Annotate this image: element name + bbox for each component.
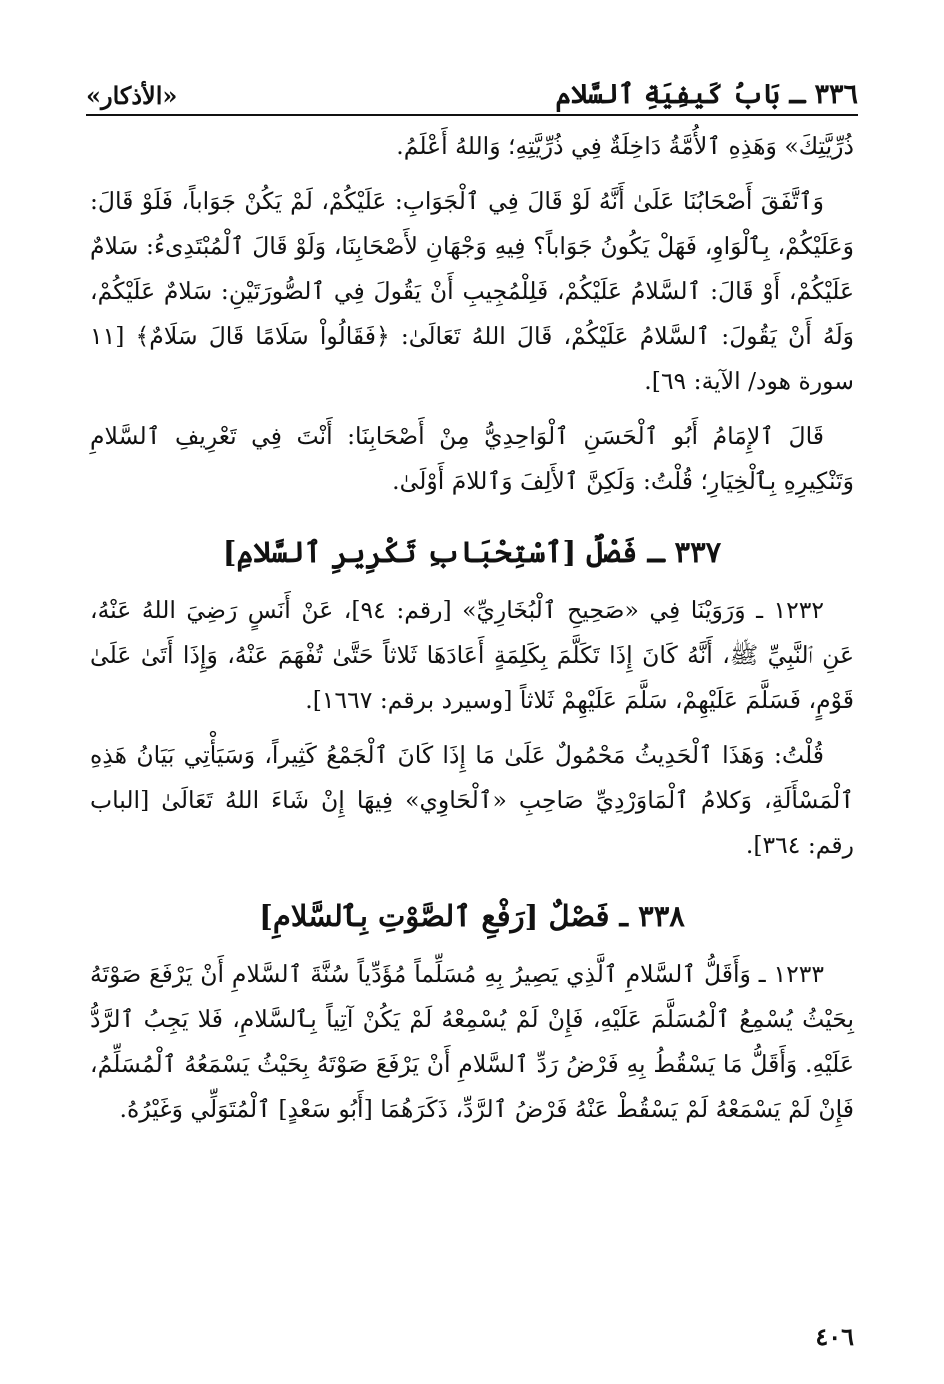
paragraph-wahidi: قَالَ ٱلإِمَامُ أَبُو ٱلْحَسَنِ ٱلْوَاحِدِيُّ مِنْ أَصْحَابِنَا: أَنْتَ فِي تَعْرِيفِ ٱلسَّلامِ وَتَنْكِيرِهِ بِٱلْخِيَارِ؛ قُلْتُ: وَلَكِنَّ ٱلأَلِفَ وَٱللامَ أَوْلَىٰ. bbox=[90, 422, 854, 495]
paragraph-commentary: قُلْتُ: وَهَذَا ٱلْحَدِيثُ مَحْمُولٌ عَلَىٰ مَا إِذَا كَانَ ٱلْجَمْعُ كَثِيراً، وَسَيَأْتِي بَيَانُ هَذِهِ ٱلْمَسْأَلَةِ، وَكلامُ ٱلْمَاوَرْدِيِّ صَاحِبِ «ٱلْحَاوِي» فِيهَا إِنْ شَاءَ اللهُ تَعَالَىٰ [الباب رقم: ٣٦٤]. bbox=[90, 741, 854, 859]
book-title: «الأذكار» bbox=[86, 81, 178, 110]
chapter-title: ٣٣٦ ـ بَابُ كَيفِيَةِ ٱلسَّلام bbox=[555, 79, 858, 110]
header-divider bbox=[86, 114, 858, 116]
paragraph-continuation: ذُرِّيَّتِكَ» وَهَذِهِ ٱلأُمَّةُ دَاخِلَةٌ فِي ذُرِّيَّتِهِ؛ وَاللهُ أَعْلَمُ. bbox=[396, 132, 854, 160]
page-body bbox=[90, 124, 854, 1142]
running-header bbox=[86, 58, 858, 110]
section-heading-337: ٣٣٧ ـ فَصْلٌ [ٱسْتِحْبَابِ تَكْرِيرِ ٱلسَّلامِ] bbox=[222, 535, 722, 569]
paragraph-companions-agreement: وَٱتَّفَقَ أَصْحَابُنَا عَلَىٰ أَنَّهُ لَوْ قَالَ فِي ٱلْجَوَابِ: عَلَيْكُمْ، لَمْ يَكُنْ جَوَاباً، فَلَوْ قَالَ: وَعَلَيْكُمْ، بِٱلْوَاوِ، فَهَلْ يَكُونُ جَوَاباً؟ فِيهِ وَجْهَانِ لأَصْحَابِنَا، وَلَوْ قَالَ ٱلْمُبْتَدِىءُ: سَلامٌ عَلَيْكُمْ، أَوْ قَالَ: ٱلسَّلامُ عَلَيْكُمْ، فَلِلْمُجِيبِ أَنْ يَقُولَ فِي ٱلصُّورَتَيْنِ: سَلامٌ عَلَيْكُمْ، وَلَهُ أَنْ يَقُولَ: ٱلسَّلامُ عَلَيْكُمْ، قَالَ اللهُ تَعَالَىٰ: ﴿فَقَالُواْ سَلَامًا قَالَ سَلَامٌ﴾ [١١ سورة هود/ الآية: ٦٩]. bbox=[90, 187, 854, 395]
hadith-1232: ١٢٣٢ ـ وَرَوَيْنَا فِي «صَحِيحِ ٱلْبُخَارِيِّ» [رقم: ٩٤]، عَنْ أَنَسٍ رَضِيَ اللهُ عَنْهُ، عَنِ ٱلنَّبِيِّ ﷺ، أَنَّهُ كَانَ إِذَا تَكَلَّمَ بِكَلِمَةٍ أَعَادَهَا ثَلاثاً حَتَّىٰ تُفْهَمَ عَنْهُ، وَإِذَا أَتَىٰ عَلَىٰ قَوْمٍ، فَسَلَّمَ عَلَيْهِمْ، سَلَّمَ عَلَيْهِمْ ثَلاثاً [وسيرد برقم: ١٦٦٧]. bbox=[90, 596, 854, 714]
page-number: ٤٠٦ bbox=[815, 1322, 854, 1351]
paragraph-1233: ١٢٣٣ ـ وَأَقَلُّ ٱلسَّلامِ ٱلَّذِي يَصِيرُ بِهِ مُسَلِّماً مُؤَدِّياً سُنَّةَ ٱلسَّلامِ أَنْ يَرْفَعَ صَوْتَهُ بِحَيْثُ يُسْمِعُ ٱلْمُسَلَّمَ عَلَيْهِ، فَإِنْ لَمْ يُسْمِعْهُ لَمْ يَكُنْ آتِياً بِٱلسَّلامِ، فَلا يَجِبُ ٱلرَّدُّ عَلَيْهِ. وَأَقَلُّ مَا يَسْقُطُ بِهِ فَرْضُ رَدِّ ٱلسَّلامِ أَنْ يَرْفَعَ صَوْتَهُ بِحَيْثُ يَسْمَعُهُ ٱلْمُسَلِّمُ، فَإِنْ لَمْ يَسْمَعْهُ لَمْ يَسْقُطْ عَنْهُ فَرْضُ ٱلرَّدِّ، ذَكَرَهُمَا [أَبُو سَعْدٍ] ٱلْمُتَوَلِّي وَغَيْرُهُ. bbox=[90, 960, 854, 1123]
section-heading-338: ٣٣٨ ـ فَصْلٌ [رَفْعِ ٱلصَّوْتِ بِٱلسَّلامِ] bbox=[259, 899, 685, 933]
